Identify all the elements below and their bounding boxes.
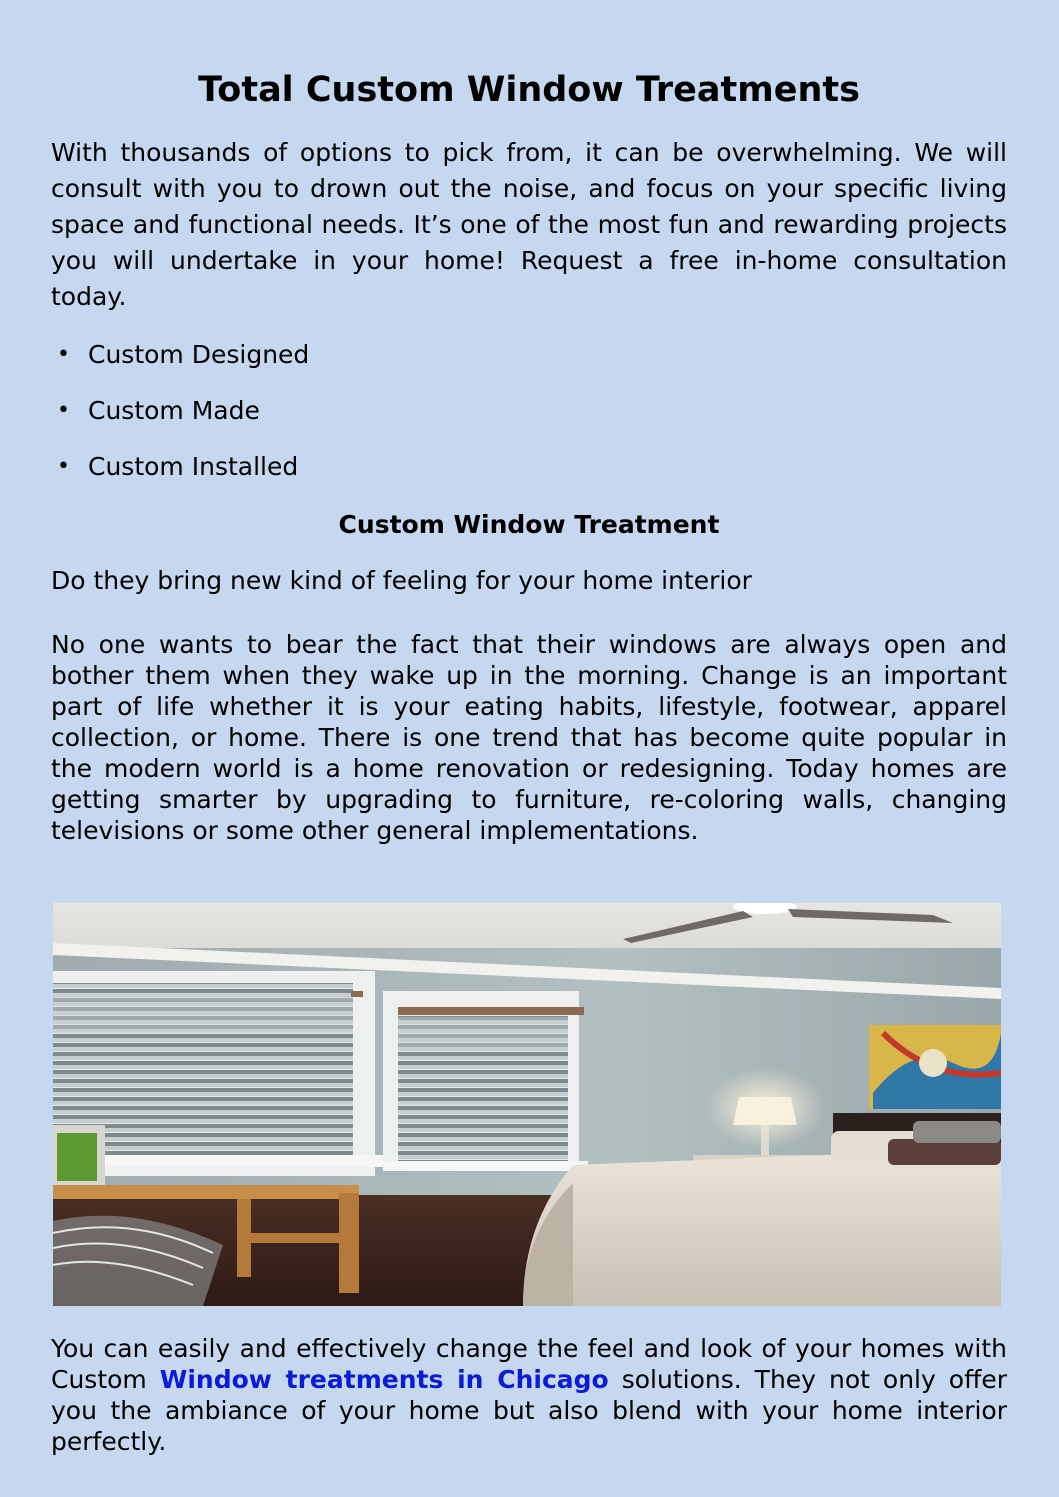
- question-line: Do they bring new kind of feeling for your home interior: [51, 566, 752, 595]
- closing-text-before: You can easily and effectively change the feel and look of your homes with Custom: [51, 1334, 1007, 1394]
- body-paragraph: No one wants to bear the fact that their windows are always open and bother them when they wake up in the morning. Change is an important part of life whether it is your eating habits, lifestyle, footwear, apparel collection, or home. There is one trend that has become quite popular in the modern world is a home renovation or redesigning. Today homes are getting smarter by upgrading to furniture, re-coloring walls, changing televisions or some other general implementations.: [51, 630, 1007, 845]
- list-item: [51, 393, 1007, 449]
- page-title: Total Custom Window Treatments: [198, 70, 860, 110]
- window-treatments-chicago-link[interactable]: Window treatments in Chicago: [159, 1365, 609, 1394]
- bullet-icon: •: [57, 398, 70, 423]
- list-item-label: Custom Installed: [88, 452, 299, 481]
- closing-text-after: solutions. They not only offer you the ambiance of your home but also blend with your home interior perfectly.: [51, 1365, 1007, 1456]
- section-heading: Custom Window Treatment: [338, 510, 720, 539]
- closing-paragraph: [51, 1333, 1007, 1457]
- list-item: [51, 337, 1007, 393]
- list-item: [51, 449, 1007, 505]
- list-item-label: Custom Designed: [88, 340, 310, 369]
- bedroom-photo: [53, 903, 1001, 1306]
- intro-paragraph: With thousands of options to pick from, it can be overwhelming. We will consult with you to drown out the noise, and focus on your specific living space and functional needs. It’s one of the most fun and rewarding projects you will undertake in your home! Request a free in-home consultation today.: [51, 138, 1007, 311]
- bullet-icon: •: [57, 342, 70, 367]
- bullet-icon: •: [57, 454, 70, 479]
- feature-list: [51, 337, 1007, 505]
- list-item-label: Custom Made: [88, 396, 260, 425]
